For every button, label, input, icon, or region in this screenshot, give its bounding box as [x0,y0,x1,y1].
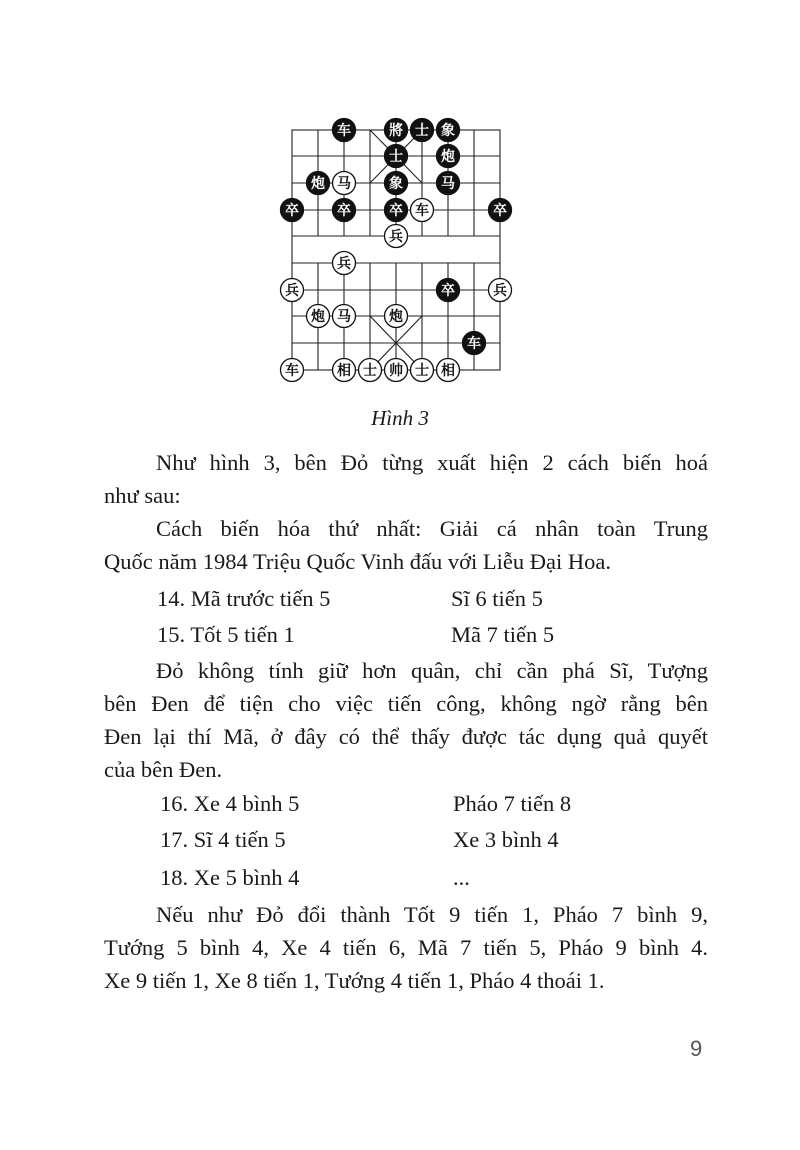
move-17-black: Xe 3 bình 4 [453,827,559,852]
black-cannon-piece [437,145,460,168]
black-soldier-label: 卒 [285,203,299,219]
red-horse-label: 马 [337,176,351,192]
black-elephant-label: 象 [441,123,455,139]
red-chariot-piece [281,359,304,382]
red-chariot-piece [411,199,434,222]
black-chariot-label: 车 [337,123,351,139]
move-15-red: 15. Tốt 5 tiến 1 [157,622,295,647]
black-advisor-label: 士 [389,149,403,165]
xiangqi-board-diagram [270,115,530,387]
paragraph-2-line-1: Cách biến hóa thứ nhất: Giải cá nhân toàn Trung [156,516,708,541]
paragraph-2-line-2: Quốc năm 1984 Triệu Quốc Vinh đấu với Liễu Đại Hoa. [104,549,611,574]
black-chariot-piece [333,119,356,142]
move-16-black: Pháo 7 tiến 8 [453,791,572,816]
red-chariot-label: 车 [415,203,429,219]
paragraph-4-line-3: Xe 9 tiến 1, Xe 8 tiến 1, Tướng 4 tiến 1, Pháo 4 thoái 1. [104,968,605,993]
move-14-red: 14. Mã trước tiến 5 [157,586,331,611]
black-chariot-piece [463,332,486,355]
paragraph-4 [104,898,708,997]
black-soldier-piece [437,279,460,302]
move-15-black: Mã 7 tiến 5 [451,622,555,647]
red-soldier-piece [489,279,512,302]
figure-caption: Hình 3 [371,406,429,430]
paragraph-3-line-2: bên Đen để tiện cho việc tiến công, không ngờ rằng bên [104,691,708,716]
red-general-label: 帅 [389,363,403,379]
paragraph-4-line-2: Tướng 5 bình 4, Xe 4 tiến 6, Mã 7 tiến 5, Pháo 9 bình 4. [104,935,708,960]
move-17-red: 17. Sĩ 4 tiến 5 [160,827,286,852]
black-cannon-label: 炮 [311,176,325,192]
red-soldier-label: 兵 [389,229,403,245]
black-soldier-piece [333,199,356,222]
red-advisor-label: 士 [415,363,429,379]
black-general-piece [385,119,408,142]
move-16-red: 16. Xe 4 bình 5 [160,791,300,816]
red-soldier-piece [385,225,408,248]
paragraph-3-line-4: của bên Đen. [104,757,223,782]
red-horse-piece [333,172,356,195]
black-general-label: 將 [389,123,403,139]
black-horse-piece [437,172,460,195]
red-chariot-label: 车 [285,363,299,379]
red-elephant-piece [333,359,356,382]
move-14-black: Sĩ 6 tiến 5 [451,586,543,611]
black-elephant-piece [437,119,460,142]
black-chariot-label: 车 [467,336,481,352]
paragraph-1 [104,446,708,512]
paragraph-1-line-2: như sau: [104,483,181,508]
paragraph-3 [104,654,708,786]
black-horse-label: 马 [441,176,455,192]
move-18-black: ... [453,865,470,890]
black-soldier-label: 卒 [337,203,351,219]
red-soldier-piece [333,252,356,275]
black-soldier-piece [489,199,512,222]
black-cannon-label: 炮 [441,149,455,165]
black-soldier-label: 卒 [389,203,403,219]
red-cannon-piece [385,305,408,328]
red-horse-piece [333,305,356,328]
paragraph-2 [104,512,708,578]
black-cannon-piece [307,172,330,195]
red-soldier-piece [281,279,304,302]
black-elephant-label: 象 [389,176,403,192]
black-soldier-label: 卒 [493,203,507,219]
paragraph-3-line-1: Đỏ không tính giữ hơn quân, chỉ cần phá Sĩ, Tượng [156,658,708,683]
red-advisor-label: 士 [363,363,377,379]
red-elephant-label: 相 [337,363,351,379]
move-18-red: 18. Xe 5 bình 4 [160,865,300,890]
paragraph-4-line-1: Nếu như Đỏ đổi thành Tốt 9 tiến 1, Pháo 7 bình 9, [156,902,708,927]
black-elephant-piece [385,172,408,195]
black-advisor-piece [385,145,408,168]
paragraph-3-line-3: Đen lại thí Mã, ở đây có thể thấy được tác dụng quả quyết [104,724,708,749]
red-soldier-label: 兵 [337,256,351,272]
page-number: 9 [690,1036,703,1061]
black-soldier-piece [385,199,408,222]
red-elephant-piece [437,359,460,382]
red-cannon-label: 炮 [389,309,403,325]
red-advisor-piece [411,359,434,382]
red-advisor-piece [359,359,382,382]
red-general-piece [385,359,408,382]
red-elephant-label: 相 [441,363,455,379]
red-cannon-label: 炮 [311,309,325,325]
red-cannon-piece [307,305,330,328]
red-soldier-label: 兵 [493,283,507,299]
paragraph-1-line-1: Như hình 3, bên Đỏ từng xuất hiện 2 cách biến hoá [156,450,708,475]
black-advisor-piece [411,119,434,142]
red-soldier-label: 兵 [285,283,299,299]
black-soldier-piece [281,199,304,222]
black-soldier-label: 卒 [441,283,455,299]
black-advisor-label: 士 [415,123,429,139]
red-horse-label: 马 [337,309,351,325]
